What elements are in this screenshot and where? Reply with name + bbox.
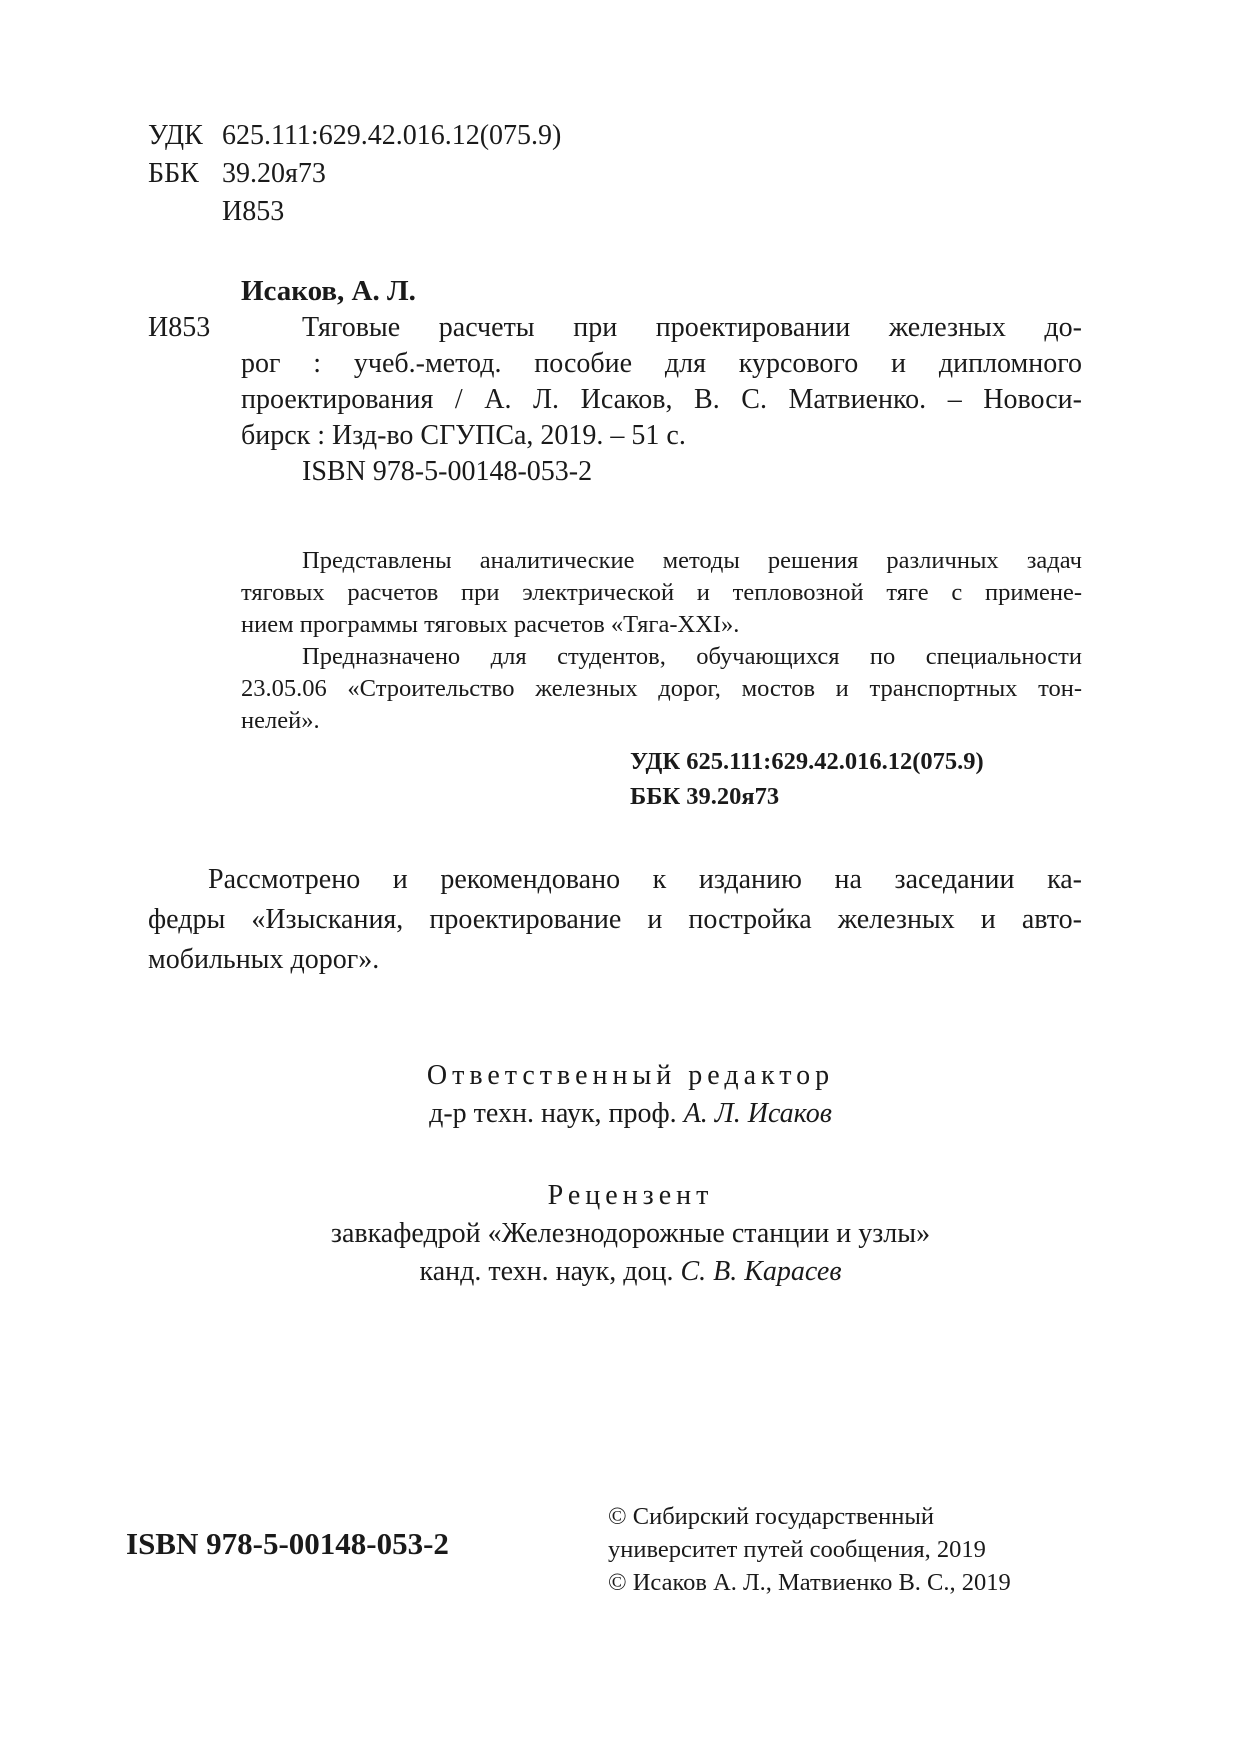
- annotation-udk: УДК 625.111:629.42.016.12(075.9): [630, 748, 984, 775]
- copyright-line-2: университет путей сообщения, 2019: [608, 1536, 986, 1563]
- author-mark: И853: [148, 312, 211, 343]
- approval-line-2: федры «Изыскания, проектирование и постройка железных и авто-: [148, 904, 1082, 935]
- editor-credentials: д-р техн. наук, проф.: [429, 1098, 677, 1129]
- annotation-line-3: нием программы тяговых расчетов «Тяга-XXI».: [241, 611, 740, 638]
- footer-isbn: ISBN 978-5-00148-053-2: [126, 1526, 449, 1561]
- editor-title: Ответственный редактор: [426, 1060, 835, 1091]
- record-line-1: Тяговые расчеты при проектировании железных до-: [302, 312, 1082, 343]
- copyright-line-3: © Исаков А. Л., Матвиенко В. С., 2019: [608, 1569, 1011, 1596]
- reviewer-credentials: канд. техн. наук, доц.: [419, 1256, 674, 1287]
- udk-label: УДК: [148, 120, 203, 151]
- annotation-bbk: ББК 39.20я73: [630, 783, 780, 810]
- reviewer-title: Рецензент: [547, 1180, 714, 1211]
- annotation-line-5: 23.05.06 «Строительство железных дорог, мостов и транспортных тон-: [241, 675, 1082, 702]
- record-line-4: бирск : Изд-во СГУПСа, 2019. – 51 с.: [241, 420, 686, 451]
- approval-line-1: Рассмотрено и рекомендовано к изданию на заседании ка-: [208, 864, 1082, 895]
- annotation-line-4: Предназначено для студентов, обучающихся по специальности: [302, 643, 1082, 670]
- copyright-block: [608, 1500, 1011, 1599]
- bbk-label: ББК: [148, 158, 199, 189]
- author-mark-top: И853: [222, 196, 285, 227]
- editor-line: [0, 1100, 1241, 1128]
- annotation-line-1: Представлены аналитические методы решения различных задач: [302, 547, 1082, 574]
- reviewer-line: [0, 1258, 1241, 1286]
- bbk-value: 39.20я73: [222, 158, 326, 189]
- record-line-2: рог : учеб.-метод. пособие для курсового и дипломного: [241, 348, 1082, 379]
- editor-name: А. Л. Исаков: [683, 1098, 832, 1129]
- author-heading: Исаков, А. Л.: [241, 275, 416, 307]
- approval-line-3: мобильных дорог».: [148, 944, 380, 975]
- udk-value: 625.111:629.42.016.12(075.9): [222, 120, 562, 151]
- annotation-line-2: тяговых расчетов при электрической и тепловозной тяге с примене-: [241, 579, 1082, 606]
- copyright-line-1: © Сибирский государственный: [608, 1503, 934, 1530]
- reviewer-name: С. В. Карасев: [680, 1256, 842, 1287]
- record-isbn: ISBN 978-5-00148-053-2: [302, 456, 593, 487]
- annotation-line-6: нелей».: [241, 707, 320, 734]
- record-line-3: проектирования / А. Л. Исаков, В. С. Матвиенко. – Новоси-: [241, 384, 1082, 415]
- reviewer-position: завкафедрой «Железнодорожные станции и узлы»: [330, 1218, 931, 1249]
